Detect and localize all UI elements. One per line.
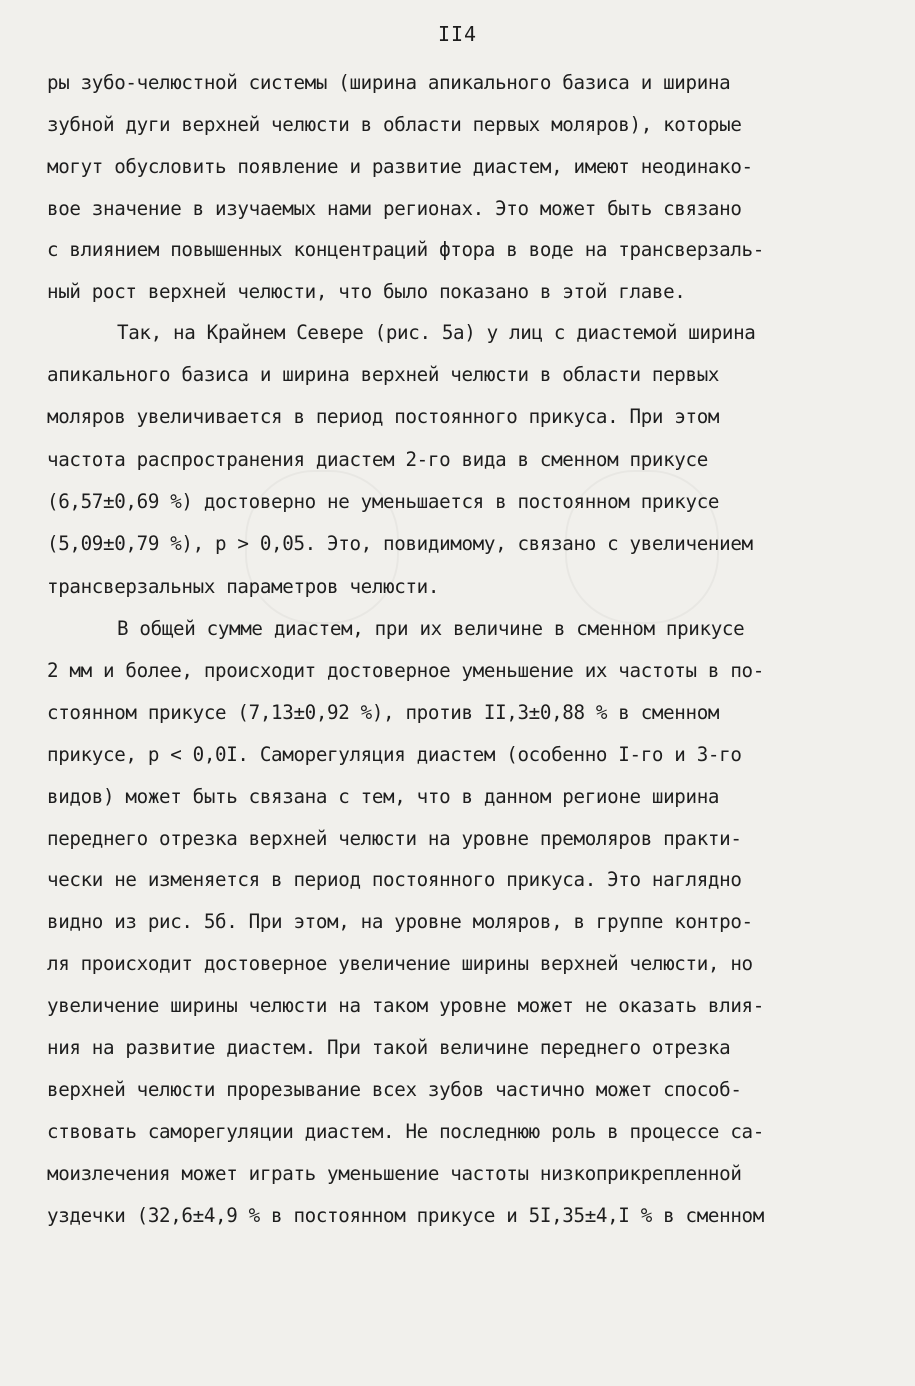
text-line: (5,09±0,79 %), р > 0,05. Это, повидимому, связано с увеличением: [47, 532, 753, 555]
text-line: ствовать саморегуляции диастем. Не последнюю роль в процессе са-: [47, 1120, 764, 1143]
text-line: стоянном прикусе (7,13±0,92 %), против II,3±0,88 % в сменном: [47, 701, 720, 724]
text-line: могут обусловить появление и развитие диастем, имеют неодинако-: [47, 155, 753, 178]
text-line: ля происходит достоверное увеличение ширины верхней челюсти, но: [47, 952, 753, 975]
text-line: трансверзальных параметров челюсти.: [47, 575, 440, 598]
text-line: частота распространения диастем 2-го вида в сменном прикусе: [47, 448, 708, 471]
paragraph-first-line: Так, на Крайнем Севере (рис. 5а) у лиц с диастемой ширина: [117, 321, 756, 344]
text-line: видно из рис. 5б. При этом, на уровне моляров, в группе контро-: [47, 910, 753, 933]
text-line: переднего отрезка верхней челюсти на уровне премоляров практи-: [47, 827, 742, 850]
text-line: (6,57±0,69 %) достоверно не уменьшается в постоянном прикусе: [47, 490, 720, 513]
text-line: апикального базиса и ширина верхней челюсти в области первых: [47, 363, 720, 386]
text-line: вое значение в изучаемых нами регионах. Это может быть связано: [47, 197, 742, 220]
text-line: с влиянием повышенных концентраций фтора в воде на трансверзаль-: [47, 238, 764, 261]
text-line: уздечки (32,6±4,9 % в постоянном прикусе и 5I,35±4,I % в сменном: [47, 1204, 764, 1227]
text-line: ния на развитие диастем. При такой величине переднего отрезка: [47, 1036, 731, 1059]
text-line: зубной дуги верхней челюсти в области первых моляров), которые: [47, 113, 742, 136]
text-line: моляров увеличивается в период постоянного прикуса. При этом: [47, 405, 720, 428]
text-line: прикусе, р < 0,0I. Саморегуляция диастем (особенно I-го и 3-го: [47, 743, 742, 766]
text-line: ный рост верхней челюсти, что было показано в этой главе.: [47, 280, 686, 303]
text-line: ры зубо-челюстной системы (ширина апикального базиса и ширина: [47, 71, 731, 94]
text-line: 2 мм и более, происходит достоверное уменьшение их частоты в по-: [47, 659, 764, 682]
text-line: моизлечения может играть уменьшение частоты низкоприкрепленной: [47, 1162, 742, 1185]
text-line: верхней челюсти прорезывание всех зубов частично может способ-: [47, 1078, 742, 1101]
text-line: видов) может быть связана с тем, что в данном регионе ширина: [47, 785, 720, 808]
page-number: II4: [437, 22, 478, 46]
text-line: увеличение ширины челюсти на таком уровне может не оказать влия-: [47, 994, 764, 1017]
paragraph-first-line: В общей сумме диастем, при их величине в сменном прикусе: [117, 617, 745, 640]
text-line: чески не изменяется в период постоянного прикуса. Это наглядно: [47, 868, 742, 891]
